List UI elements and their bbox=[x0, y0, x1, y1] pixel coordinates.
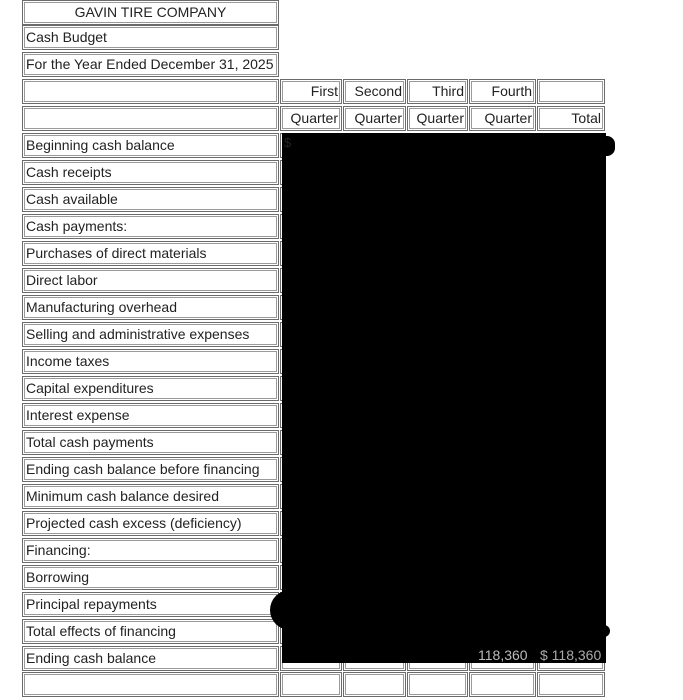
redaction-block bbox=[282, 133, 606, 663]
header-blank-label-2 bbox=[22, 106, 279, 131]
row-label: Capital expenditures bbox=[22, 376, 279, 401]
row-label: Cash available bbox=[22, 187, 279, 212]
ending-balance-partial-q4: 118,360 bbox=[478, 647, 528, 663]
col-header-quarter-1: Quarter bbox=[280, 106, 342, 131]
report-title: Cash Budget bbox=[22, 25, 279, 50]
blank-row-cell-q2[interactable] bbox=[343, 672, 406, 697]
ending-balance-total: $ 118,360 bbox=[540, 647, 602, 663]
row-label: Cash payments: bbox=[22, 214, 279, 239]
redaction-edge-top bbox=[290, 136, 615, 156]
row-label: Borrowing bbox=[22, 565, 279, 590]
row-label: Direct labor bbox=[22, 268, 279, 293]
row-label: Ending cash balance bbox=[22, 646, 279, 671]
col-header-fourth: Fourth bbox=[469, 79, 536, 104]
row-label: Total effects of financing bbox=[22, 619, 279, 644]
row-label: Beginning cash balance bbox=[22, 133, 279, 158]
redaction-edge-left bbox=[270, 590, 310, 630]
beginning-balance-dollar-sign: $ bbox=[284, 135, 292, 150]
row-label: Income taxes bbox=[22, 349, 279, 374]
report-period: For the Year Ended December 31, 2025 bbox=[22, 52, 279, 77]
row-label: Ending cash balance before financing bbox=[22, 457, 279, 482]
col-header-quarter-4: Quarter bbox=[469, 106, 536, 131]
col-header-first: First bbox=[280, 79, 342, 104]
blank-row-cell-q4[interactable] bbox=[469, 672, 536, 697]
row-label: Purchases of direct materials bbox=[22, 241, 279, 266]
row-label: Cash receipts bbox=[22, 160, 279, 185]
row-label: Principal repayments bbox=[22, 592, 279, 617]
blank-row-label bbox=[22, 672, 279, 697]
blank-row-cell-q3[interactable] bbox=[407, 672, 468, 697]
row-label: Manufacturing overhead bbox=[22, 295, 279, 320]
row-label: Selling and administrative expenses bbox=[22, 322, 279, 347]
row-label: Interest expense bbox=[22, 403, 279, 428]
col-header-quarter-2: Quarter bbox=[343, 106, 406, 131]
blank-row-cell-q1[interactable] bbox=[280, 672, 342, 697]
blank-row-cell-total[interactable] bbox=[537, 672, 605, 697]
col-header-total: Total bbox=[537, 106, 605, 131]
row-label: Financing: bbox=[22, 538, 279, 563]
col-header-second: Second bbox=[343, 79, 406, 104]
company-name: GAVIN TIRE COMPANY bbox=[22, 0, 279, 25]
row-label: Projected cash excess (deficiency) bbox=[22, 511, 279, 536]
header-blank-label-1 bbox=[22, 79, 279, 104]
row-label: Total cash payments bbox=[22, 430, 279, 455]
redaction-edge-bottom bbox=[300, 625, 610, 637]
col-header-blank bbox=[537, 79, 605, 104]
col-header-third: Third bbox=[407, 79, 468, 104]
col-header-quarter-3: Quarter bbox=[407, 106, 468, 131]
row-label: Minimum cash balance desired bbox=[22, 484, 279, 509]
